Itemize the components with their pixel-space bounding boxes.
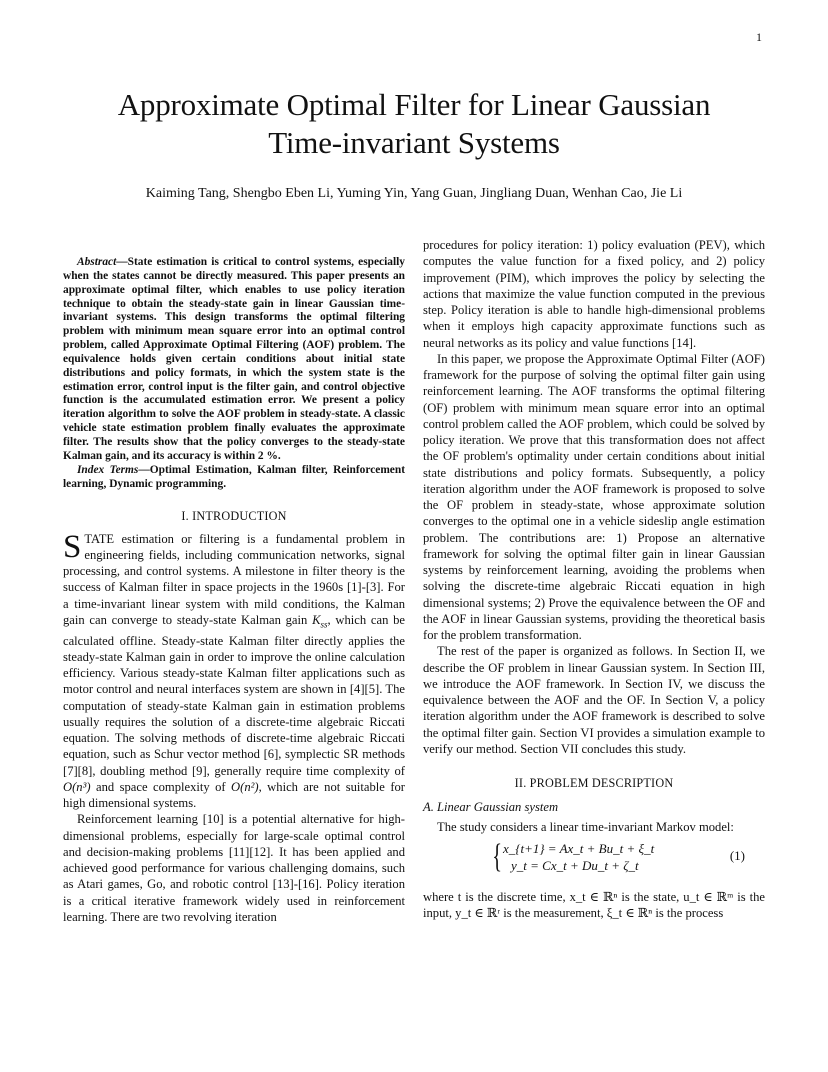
equation-lines xyxy=(503,840,654,874)
abstract-text: —State estimation is critical to control systems, especially when the states cannot be directly measured. This paper presents an approximate optimal filter, which enables to use policy iteration technique to obtain the steady-state gain in linear Gaussian time-invariant systems. This design transforms the optimal filtering problem with minimum mean square error into an optimal control problem, called Approximate Optimal Filtering (AOF) problem. The equivalence holds given certain conditions about initial state distributions and policy formats, in which the system state is the estimation error, control input is the filter gain, and control objective function is the accumulated estimation error. We present a policy iteration algorithm to solve the AOF problem in steady-state. A classic vehicle state estimation problem finally evaluates the approximate filter. The results show that the policy converges to the steady-state Kalman gain, and its accuracy is within 2 %. xyxy=(63,256,405,462)
intro-paragraph-1 xyxy=(63,528,405,812)
author-list: Kaiming Tang, Shengbo Eben Li, Yuming Yin, Yang Guan, Jingliang Duan, Wenhan Cao, Jie Li xyxy=(145,186,683,201)
right-paragraph-1: procedures for policy iteration: 1) policy evaluation (PEV), which computes the value function for a fixed policy, and 2) policy improvement (PIM), which improves the policy by selecting the actions that maximize the value function computed in the previous step. Policy iteration is able to handle high-dimensional problems when it employs high capacity approximate functions such as neural networks as its policy and value functions [14]. xyxy=(423,238,765,350)
equation-line-1: x_{t+1} = Ax_t + Bu_t + ξ_t xyxy=(503,840,655,856)
title-line-2: Time-invariant Systems xyxy=(268,125,560,160)
intro-text-d: , which are not suitable for high dimensional systems. xyxy=(63,779,405,811)
intro-paragraph-2: Reinforcement learning [10] is a potential alternative for high-dimensional problems, especially for large-scale optimal control and decision-making problems [11][12]. It has been applied and achieved good performance for various challenging domains, such as Atari games, Go, and robotic control [13]-[16]. Policy iteration is a critical iterative framework widely used in reinforcement learning. There are two revolving iteration xyxy=(63,812,405,924)
abstract-label: Abstract xyxy=(77,256,117,268)
equation-number: (1) xyxy=(729,847,745,863)
intro-text-b: , which can be calculated offline. Steady-state Kalman filter directly applies the steady-state Kalman gain in order to improve the online calculation efficiency. Various steady-state Kalman filter applications such as motor control and neural interfaces system are shown in [4][5]. The computation of steady-state Kalman gain in estimation problems usually requires the solution of a discrete-time algebraic Riccati equation. The solving methods of discrete-time algebraic Riccati equation, such as Schur vector method [6], symplectic SR methods [7][8], doubling method [9], generally require time complexity of xyxy=(63,612,405,778)
paper-title xyxy=(40,86,788,162)
right-paragraph-2: In this paper, we propose the Approximate Optimal Filter (AOF) framework for the purpose of solving the optimal filter gain using reinforcement learning. The AOF transforms the optimal filtering (OF) problem with minimum mean square error into an optimal control problem called the AOF problem, which could be solved by policy iteration. We prove that this transformation does not affect the OF problem's optimality under certain conditions about initial state distributions and policy formats. Subsequently, a policy iteration algorithm under the AOF framework is proposed to solve the OF problem in steady-state, whose approximate solution converges to the optimal one in a vehicle sideslip angle estimation problem. The contributions are: 1) Propose an alternative framework for solving the optimal filter gain in linear Gaussian systems by reinforcement learning, avoiding the problems when solving the discrete-time algebraic Riccati equation in high dimensional systems; 2) Prove the equivalence between the OF and the AOF in linear Gaussian systems, providing the theoretical basis for the problem transformation. xyxy=(423,351,765,642)
right-paragraph-5: where t is the discrete time, x_t ∈ ℝⁿ is the state, u_t ∈ ℝᵐ is the input, y_t ∈ ℝʳ is the measurement, ξ_t ∈ ℝⁿ is the process xyxy=(423,889,765,920)
page-number: 1 xyxy=(756,30,762,44)
section-heading-problem: II. PROBLEM DESCRIPTION xyxy=(514,776,674,790)
equation-1 xyxy=(423,837,765,885)
kss-symbol xyxy=(312,612,328,630)
index-terms-text: —Optimal Estimation, Kalman filter, Reinforcement learning, Dynamic programming. xyxy=(63,463,405,490)
drop-cap: S xyxy=(63,528,82,565)
index-terms-label: Index Terms xyxy=(77,463,139,476)
kss-k: K xyxy=(312,612,321,627)
time-complexity: O(n³) xyxy=(63,779,91,794)
section-heading-introduction: I. INTRODUCTION xyxy=(181,509,287,524)
index-terms xyxy=(63,464,405,492)
left-column xyxy=(63,237,405,925)
space-complexity: O(n²) xyxy=(231,779,259,794)
right-column xyxy=(423,237,765,921)
abstract xyxy=(63,256,405,464)
equation-line-2: y_t = Cx_t + Du_t + ζ_t xyxy=(511,857,639,873)
subsection-heading-a: A. Linear Gaussian system xyxy=(423,800,559,815)
equation-brace: { xyxy=(492,837,503,875)
intro-text-c: and space complexity of xyxy=(90,779,232,794)
kss-sub: ss xyxy=(320,619,328,630)
right-paragraph-4: The study considers a linear time-invariant Markov model: xyxy=(437,819,734,834)
intro-text-a: TATE estimation or filtering is a fundamental problem in engineering fields, including communication networks, signal processing, and control systems. A milestone in filter theory is the success of Kalman filter in space projects in the 1960s [1]-[3]. For a time-invariant linear system with mild conditions, the Kalman gain can converge to steady-state Kalman gain xyxy=(63,531,405,627)
title-line-1: Approximate Optimal Filter for Linear Gaussian xyxy=(117,87,711,122)
right-paragraph-3: The rest of the paper is organized as follows. In Section II, we describe the OF problem in linear Gaussian system. In Section III, we introduce the AOF framework. In Section IV, we discuss the equivalence between the AOF and the OF. In Section V, a policy iteration algorithm under the AOF framework is described to solve the optimal filter gain. Section VI provides a simulation example to verify our method. Section VII concludes this study. xyxy=(423,644,765,756)
